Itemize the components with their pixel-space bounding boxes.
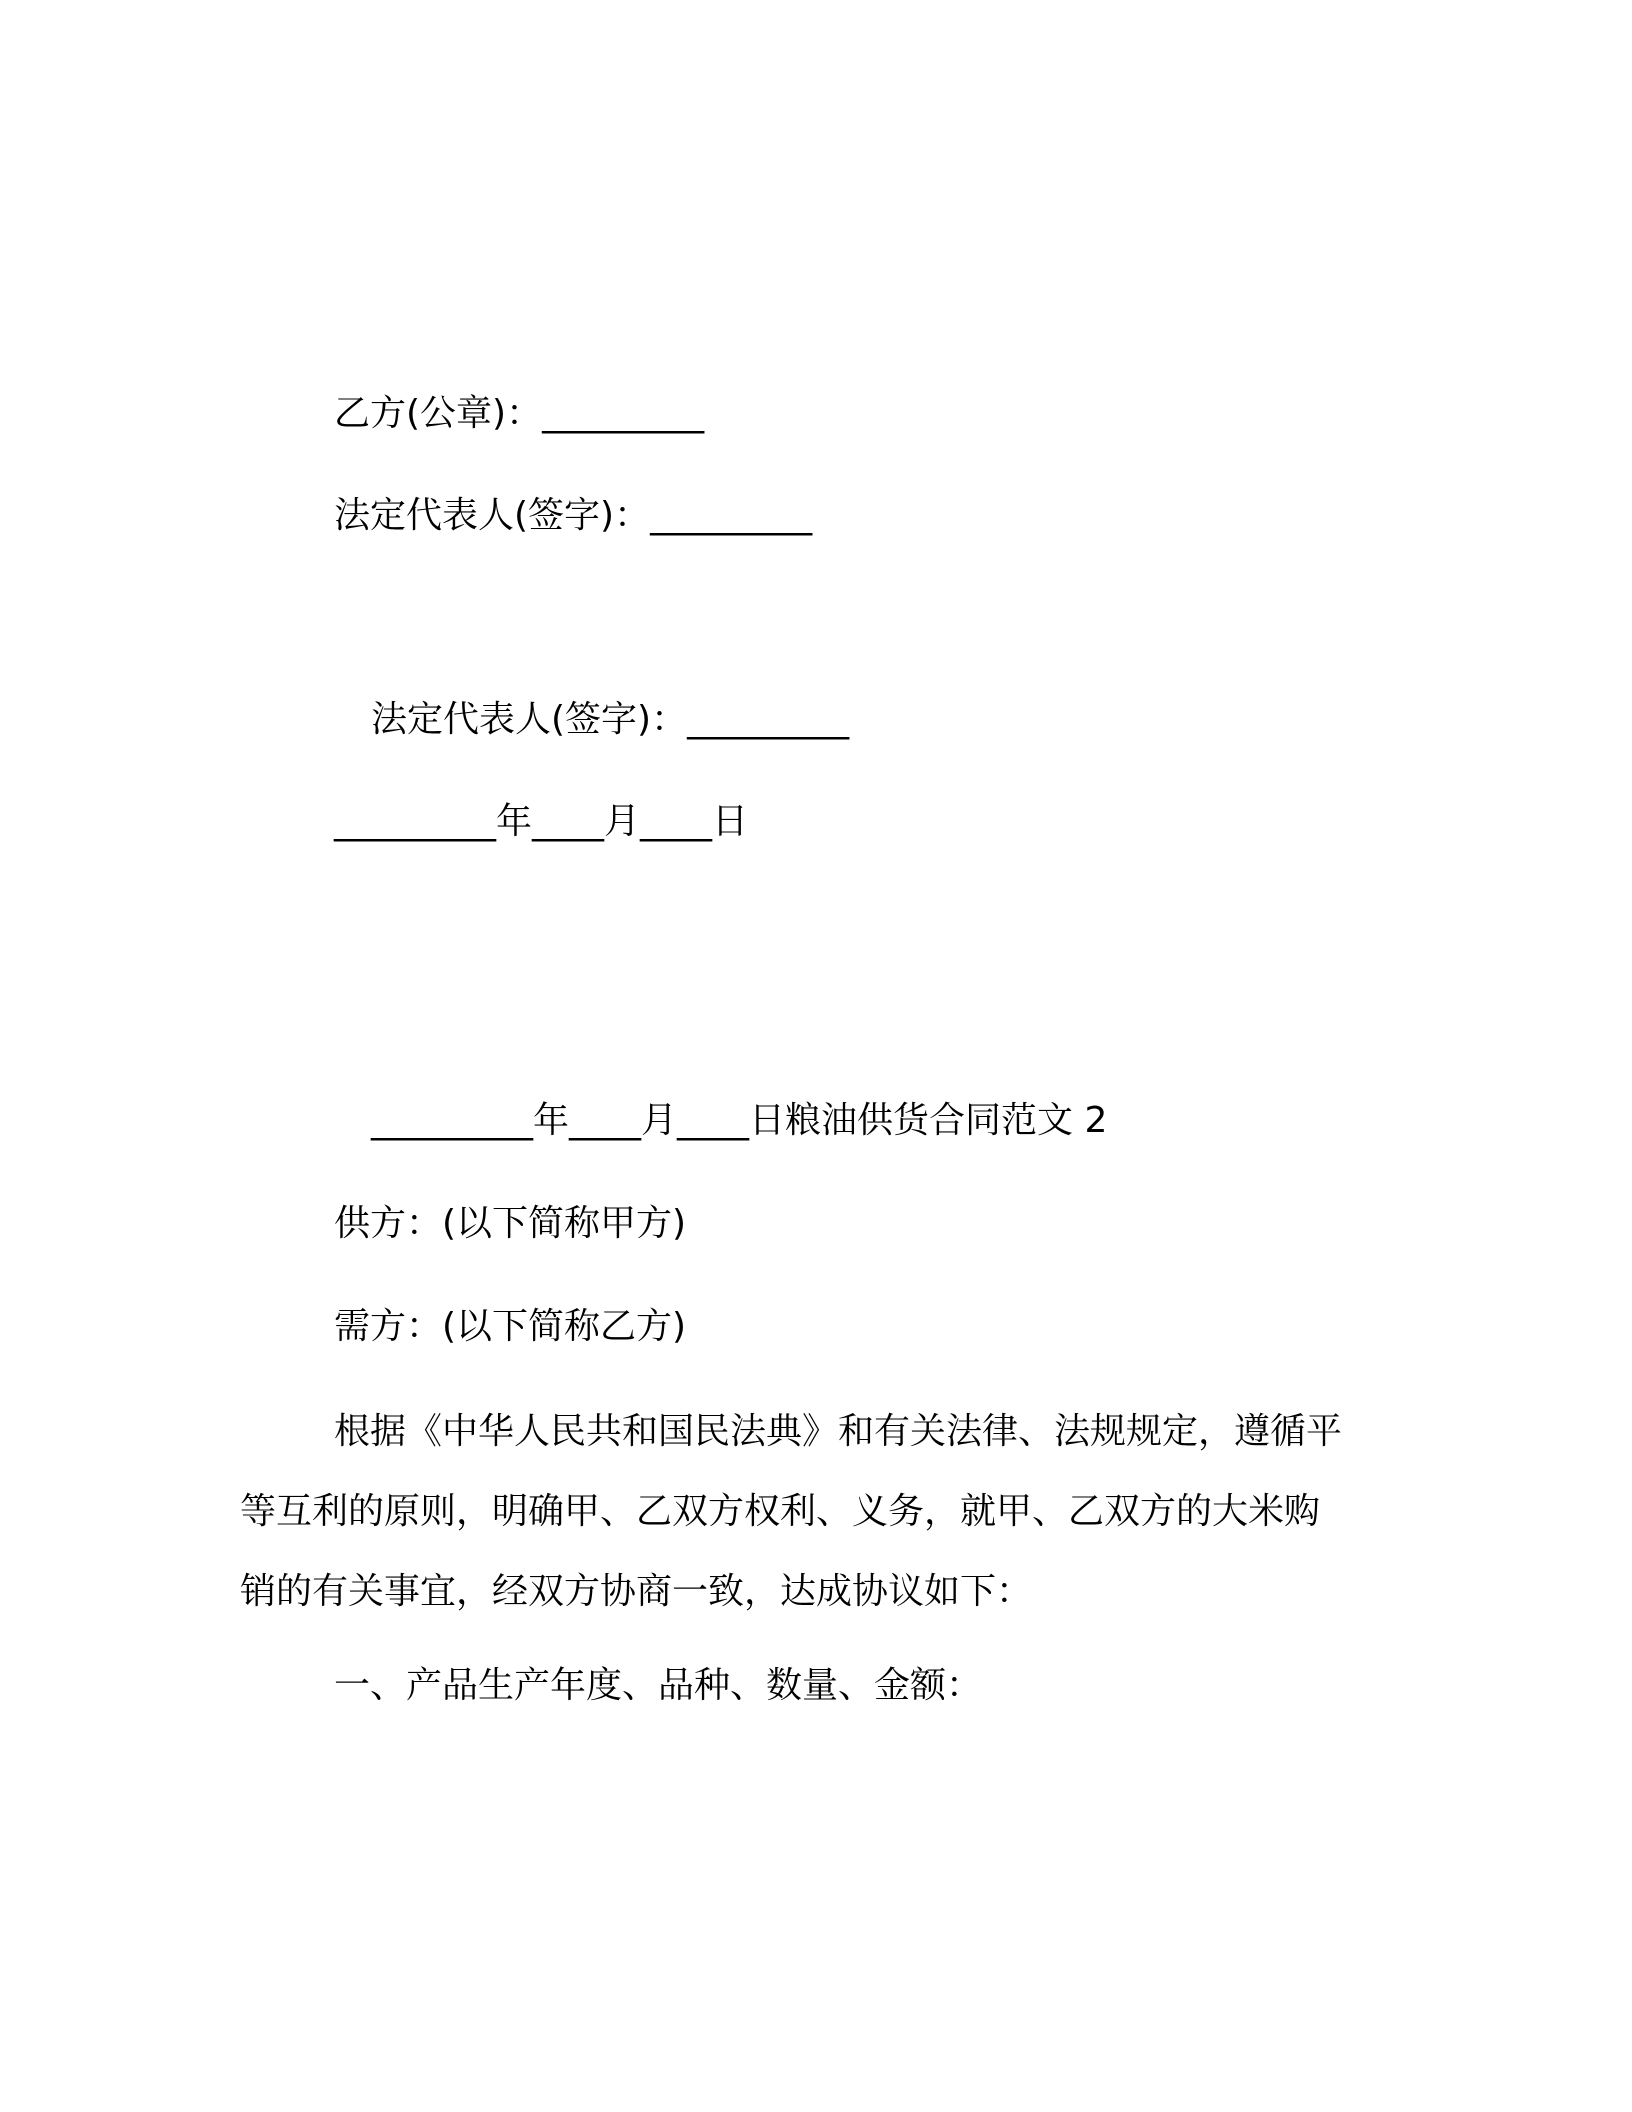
legal-representative-signature-line-2: 法定代表人(签字)：_________	[371, 699, 850, 740]
supplier-line: 供方：(以下简称甲方)	[334, 1203, 687, 1244]
preamble-line: 销的有关事宜，经双方协商一致，达成协议如下：	[240, 1571, 1033, 1612]
buyer-line: 需方：(以下简称乙方)	[334, 1306, 687, 1347]
clause-1-heading: 一、产品生产年度、品种、数量、金额：	[334, 1665, 983, 1706]
preamble-line: 等互利的原则，明确甲、乙双方权利、义务，就甲、乙双方的大米购	[240, 1491, 1321, 1532]
signing-date-line: _________年____月____日	[334, 801, 748, 842]
preamble-line: 根据《中华人民共和国民法典》和有关法律、法规规定，遵循平	[334, 1411, 1343, 1452]
preamble-paragraph	[240, 1408, 1380, 1618]
contract-title: _________年____月____日粮油供货合同范文 2	[371, 1100, 1108, 1141]
legal-representative-signature-line: 法定代表人(签字)：_________	[334, 495, 813, 536]
party-b-seal-line: 乙方(公章)：_________	[334, 393, 705, 434]
